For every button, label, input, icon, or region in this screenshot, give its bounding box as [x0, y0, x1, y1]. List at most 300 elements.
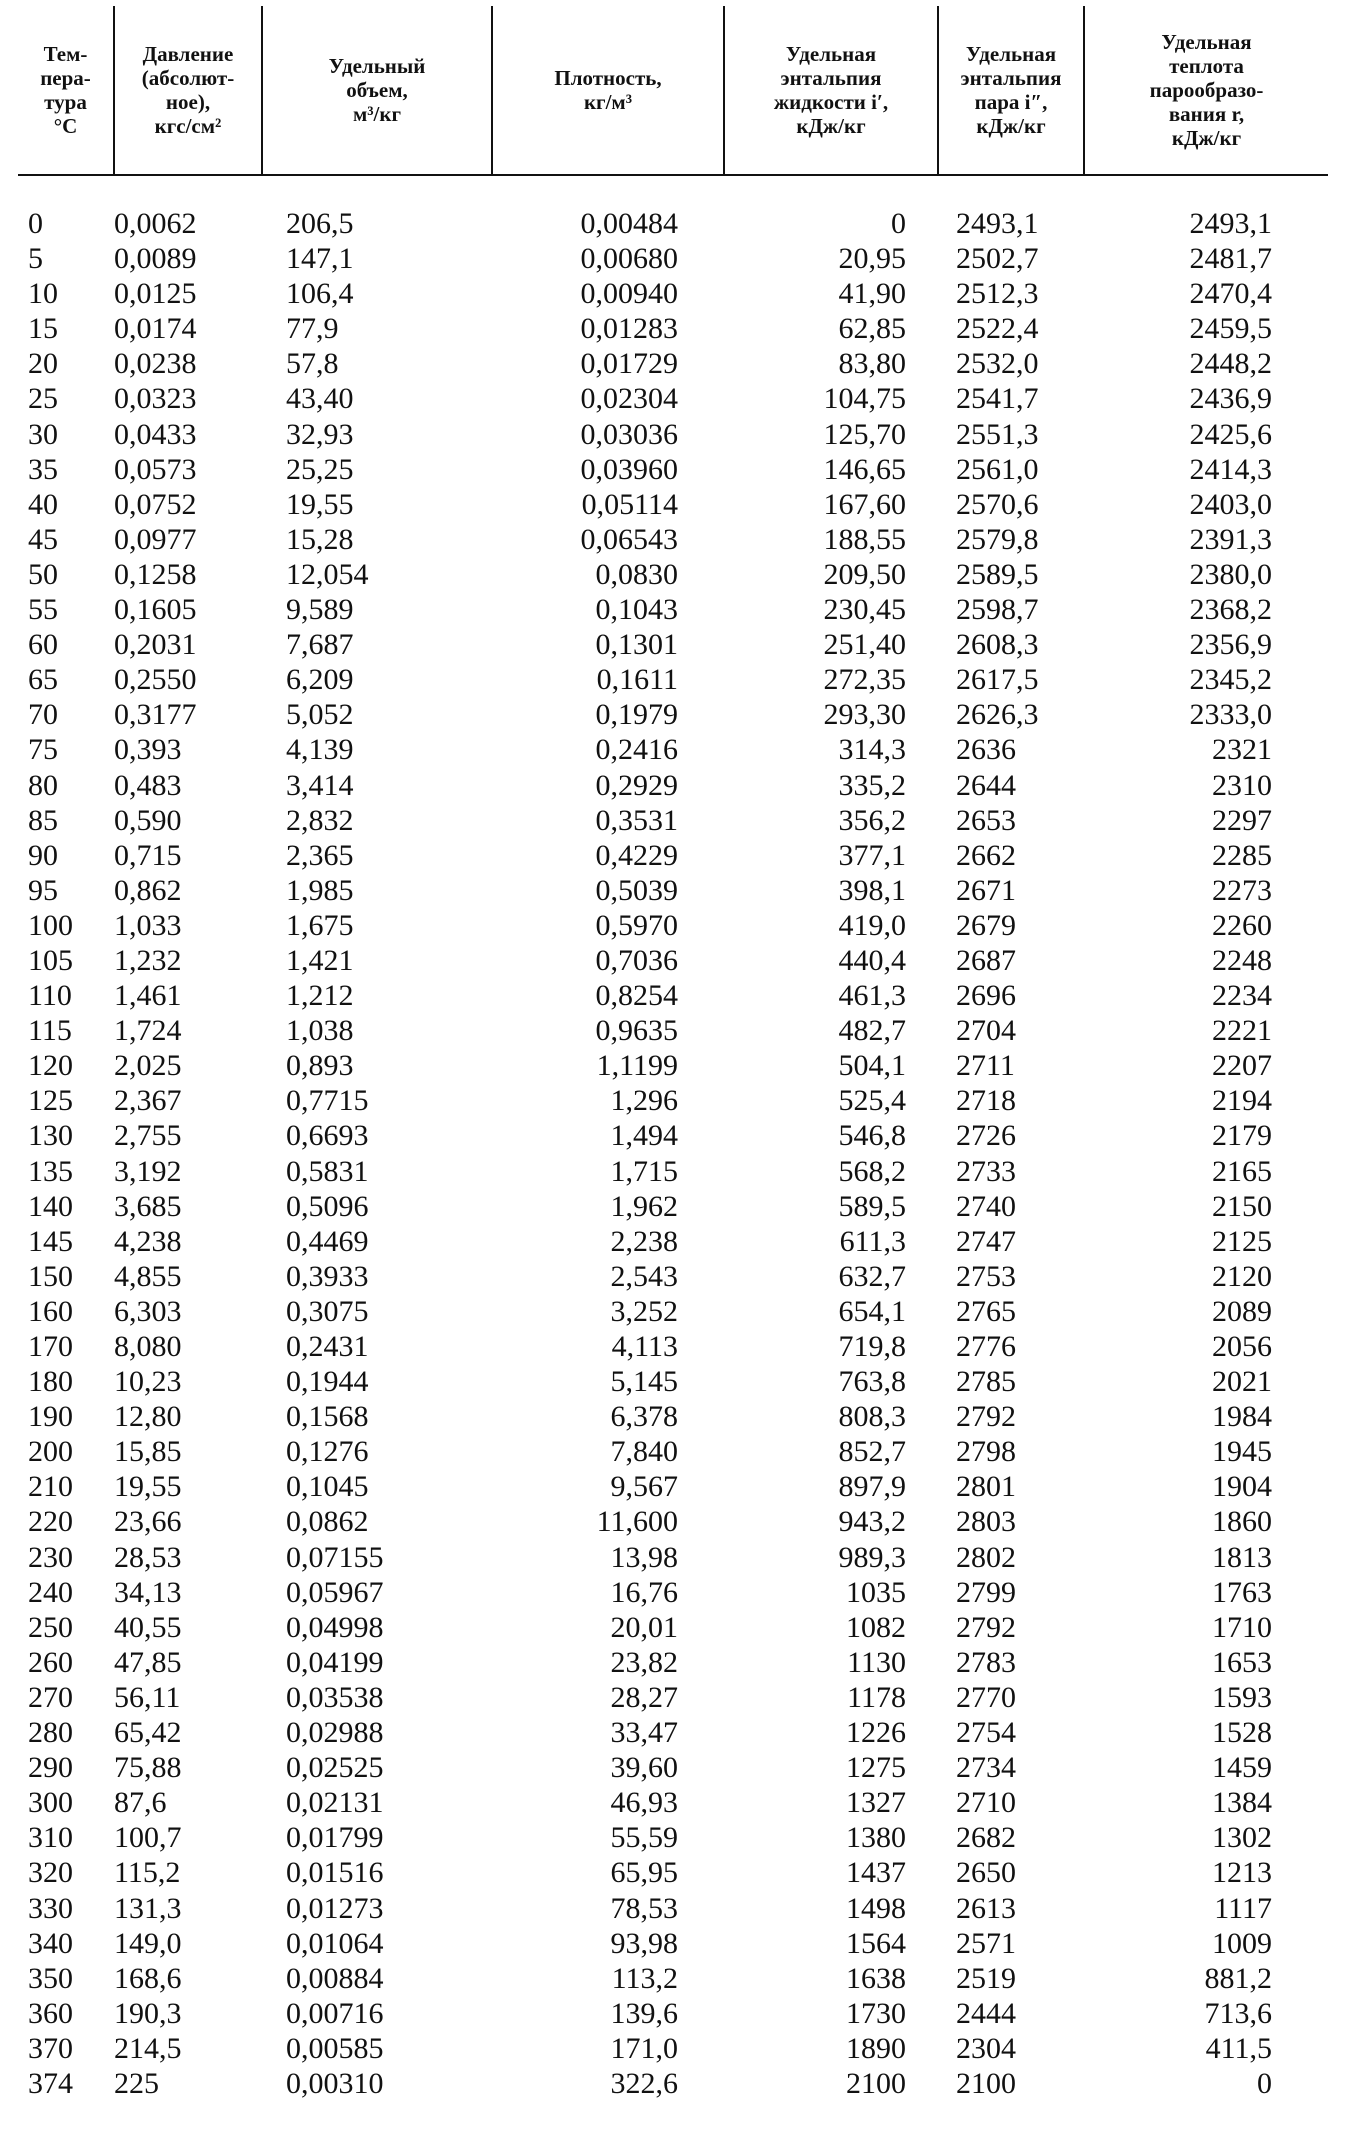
cell-specific-volume: 0,04998: [286, 1610, 384, 1644]
cell-vapor-enthalpy: 2687: [956, 943, 1016, 977]
table-row: [18, 908, 1328, 943]
cell-vapor-enthalpy: 2711: [956, 1049, 1015, 1083]
cell-vapor-enthalpy: 2679: [956, 908, 1016, 942]
cell-temperature: 320: [28, 1856, 73, 1890]
cell-pressure: 131,3: [114, 1891, 182, 1925]
cell-vaporization-heat: 2120: [1212, 1259, 1272, 1293]
cell-vaporization-heat: 2056: [1212, 1330, 1272, 1363]
cell-temperature: 150: [28, 1259, 73, 1293]
cell-temperature: 200: [28, 1435, 73, 1469]
cell-vapor-enthalpy: 2541,7: [956, 382, 1039, 416]
cell-density: 4,113: [611, 1330, 678, 1363]
cell-vapor-enthalpy: 2617,5: [956, 663, 1039, 697]
cell-pressure: 2,025: [114, 1049, 182, 1083]
cell-temperature: 105: [28, 943, 73, 977]
header-line: кгс/см²: [154, 114, 222, 138]
cell-liquid-enthalpy: 41,90: [838, 277, 906, 311]
cell-liquid-enthalpy: 440,4: [838, 943, 906, 977]
table-row: [18, 1891, 1328, 1926]
cell-specific-volume: 0,00310: [286, 2066, 384, 2100]
cell-vapor-enthalpy: 2765: [956, 1294, 1016, 1328]
cell-specific-volume: 1,038: [286, 1014, 354, 1048]
cell-vapor-enthalpy: 2551,3: [956, 417, 1039, 451]
header-line: м³/кг: [352, 102, 402, 126]
cell-temperature: 100: [28, 908, 73, 942]
cell-pressure: 3,685: [114, 1189, 182, 1223]
header-line: °C: [53, 114, 78, 138]
cell-temperature: 130: [28, 1119, 73, 1153]
cell-density: 0,2416: [595, 733, 678, 767]
header-line: пера-: [40, 66, 91, 90]
table-row: [18, 1083, 1328, 1118]
cell-vaporization-heat: 2356,9: [1189, 628, 1272, 662]
table-row: [18, 1610, 1328, 1645]
cell-vapor-enthalpy: 2718: [956, 1084, 1016, 1118]
cell-pressure: 0,0125: [114, 277, 197, 311]
cell-pressure: 0,0573: [114, 452, 197, 486]
cell-pressure: 168,6: [114, 1961, 182, 1995]
cell-pressure: 3,192: [114, 1154, 182, 1188]
cell-vapor-enthalpy: 2561,0: [956, 452, 1039, 486]
table-row: [18, 873, 1328, 908]
cell-liquid-enthalpy: 314,3: [838, 733, 906, 767]
column-header-vapor-enthalpy: [938, 6, 1084, 175]
cell-pressure: 0,715: [114, 838, 182, 872]
table-row: [18, 1294, 1328, 1329]
header-line: Удельная: [965, 42, 1057, 66]
cell-pressure: 6,303: [114, 1294, 182, 1328]
table-row: [18, 175, 1328, 241]
table-row: [18, 2066, 1328, 2101]
cell-temperature: 230: [28, 1540, 73, 1574]
cell-specific-volume: 0,1568: [286, 1400, 369, 1434]
cell-vaporization-heat: 1945: [1212, 1435, 1272, 1469]
table-row: [18, 1329, 1328, 1364]
cell-specific-volume: 0,893: [286, 1049, 354, 1083]
table-row: [18, 522, 1328, 557]
cell-specific-volume: 1,985: [286, 873, 354, 907]
cell-pressure: 0,0238: [114, 347, 197, 381]
cell-specific-volume: 0,1276: [286, 1435, 369, 1469]
cell-vapor-enthalpy: 2522,4: [956, 312, 1039, 346]
cell-density: 46,93: [610, 1786, 678, 1820]
cell-liquid-enthalpy: 546,8: [838, 1119, 906, 1153]
cell-vapor-enthalpy: 2579,8: [956, 522, 1039, 556]
cell-specific-volume: 206,5: [286, 207, 354, 240]
cell-specific-volume: 106,4: [286, 277, 354, 311]
cell-temperature: 300: [28, 1786, 73, 1820]
cell-pressure: 65,42: [114, 1716, 182, 1750]
cell-temperature: 20: [28, 347, 58, 381]
cell-vaporization-heat: 2150: [1212, 1189, 1272, 1223]
cell-temperature: 65: [28, 663, 58, 697]
table-row: [18, 1855, 1328, 1890]
header-line: вания r,: [1168, 102, 1245, 126]
cell-vaporization-heat: 2273: [1212, 873, 1272, 907]
cell-vaporization-heat: 2207: [1212, 1049, 1272, 1083]
cell-specific-volume: 0,01064: [286, 1926, 384, 1960]
cell-specific-volume: 57,8: [286, 347, 339, 381]
cell-vaporization-heat: 2493,1: [1189, 207, 1272, 240]
cell-vapor-enthalpy: 2682: [956, 1821, 1016, 1855]
cell-density: 0,0830: [595, 557, 678, 591]
cell-vaporization-heat: 1213: [1212, 1856, 1272, 1890]
table-row: [18, 487, 1328, 522]
cell-liquid-enthalpy: 482,7: [838, 1014, 906, 1048]
cell-liquid-enthalpy: 62,85: [838, 312, 906, 346]
cell-vapor-enthalpy: 2753: [956, 1259, 1016, 1293]
cell-temperature: 360: [28, 1996, 73, 2030]
cell-pressure: 4,238: [114, 1224, 182, 1258]
cell-vapor-enthalpy: 2802: [956, 1540, 1016, 1574]
cell-liquid-enthalpy: 2100: [846, 2066, 906, 2100]
cell-pressure: 2,367: [114, 1084, 182, 1118]
cell-vaporization-heat: 2194: [1212, 1084, 1272, 1118]
cell-temperature: 10: [28, 277, 58, 311]
cell-specific-volume: 0,6693: [286, 1119, 369, 1153]
table-row: [18, 1118, 1328, 1153]
cell-vapor-enthalpy: 2653: [956, 803, 1016, 837]
header-line: Плотность,: [554, 66, 662, 90]
cell-density: 139,6: [610, 1996, 678, 2030]
cell-vaporization-heat: 2459,5: [1189, 312, 1272, 346]
cell-liquid-enthalpy: 398,1: [838, 873, 906, 907]
cell-vapor-enthalpy: 2783: [956, 1645, 1016, 1679]
cell-pressure: 8,080: [114, 1330, 182, 1363]
cell-vaporization-heat: 1984: [1212, 1400, 1272, 1434]
cell-density: 0,8254: [595, 979, 678, 1013]
cell-temperature: 370: [28, 2031, 73, 2065]
cell-pressure: 15,85: [114, 1435, 182, 1469]
cell-vaporization-heat: 2470,4: [1189, 277, 1272, 311]
header-line: теплота: [1169, 54, 1244, 78]
cell-specific-volume: 32,93: [286, 417, 354, 451]
cell-vaporization-heat: 2345,2: [1189, 663, 1272, 697]
table-row: [18, 1961, 1328, 1996]
cell-vapor-enthalpy: 2493,1: [956, 207, 1039, 240]
cell-specific-volume: 0,5831: [286, 1154, 369, 1188]
cell-vaporization-heat: 1528: [1212, 1716, 1272, 1750]
cell-pressure: 0,590: [114, 803, 182, 837]
cell-vapor-enthalpy: 2304: [956, 2031, 1016, 2065]
cell-temperature: 85: [28, 803, 58, 837]
cell-pressure: 1,033: [114, 908, 182, 942]
table-row: [18, 276, 1328, 311]
cell-liquid-enthalpy: 104,75: [823, 382, 906, 416]
cell-vapor-enthalpy: 2532,0: [956, 347, 1039, 381]
cell-vapor-enthalpy: 2598,7: [956, 593, 1039, 627]
cell-temperature: 5: [28, 242, 43, 276]
header-line: Удельная: [785, 42, 877, 66]
cell-temperature: 70: [28, 698, 58, 732]
cell-specific-volume: 0,02525: [286, 1751, 384, 1785]
cell-vaporization-heat: 2436,9: [1189, 382, 1272, 416]
cell-vaporization-heat: 2089: [1212, 1294, 1272, 1328]
header-line: Тем-: [43, 42, 88, 66]
cell-vapor-enthalpy: 2754: [956, 1716, 1016, 1750]
cell-temperature: 30: [28, 417, 58, 451]
table-row: [18, 346, 1328, 381]
header-line: энтальпия: [780, 66, 882, 90]
cell-vaporization-heat: 1459: [1212, 1751, 1272, 1785]
table-row: [18, 803, 1328, 838]
cell-density: 1,494: [610, 1119, 678, 1153]
header-line: кг/м³: [583, 90, 633, 114]
cell-vaporization-heat: 2403,0: [1189, 487, 1272, 521]
cell-specific-volume: 15,28: [286, 522, 354, 556]
cell-vaporization-heat: 1813: [1212, 1540, 1272, 1574]
cell-liquid-enthalpy: 632,7: [838, 1259, 906, 1293]
cell-specific-volume: 9,589: [286, 593, 354, 627]
header-line: парообразо-: [1149, 78, 1264, 102]
cell-specific-volume: 0,1045: [286, 1470, 369, 1504]
cell-density: 23,82: [610, 1645, 678, 1679]
cell-specific-volume: 0,03538: [286, 1680, 384, 1714]
cell-temperature: 125: [28, 1084, 73, 1118]
cell-specific-volume: 6,209: [286, 663, 354, 697]
cell-liquid-enthalpy: 0: [891, 207, 906, 240]
cell-liquid-enthalpy: 356,2: [838, 803, 906, 837]
cell-density: 0,05114: [581, 487, 678, 521]
cell-pressure: 28,53: [114, 1540, 182, 1574]
cell-specific-volume: 1,421: [286, 943, 354, 977]
cell-vapor-enthalpy: 2512,3: [956, 277, 1039, 311]
cell-pressure: 225: [114, 2066, 159, 2100]
cell-temperature: 240: [28, 1575, 73, 1609]
cell-density: 33,47: [610, 1716, 678, 1750]
cell-specific-volume: 0,02131: [286, 1786, 384, 1820]
table-row: [18, 1154, 1328, 1189]
cell-density: 78,53: [610, 1891, 678, 1925]
cell-specific-volume: 0,5096: [286, 1189, 369, 1223]
table-row: [18, 1224, 1328, 1259]
cell-liquid-enthalpy: 808,3: [838, 1400, 906, 1434]
column-header-pressure: [114, 6, 262, 175]
cell-vaporization-heat: 2425,6: [1189, 417, 1272, 451]
cell-density: 0,00484: [580, 207, 678, 240]
cell-vapor-enthalpy: 2626,3: [956, 698, 1039, 732]
cell-temperature: 55: [28, 593, 58, 627]
cell-liquid-enthalpy: 1226: [846, 1716, 906, 1750]
cell-vaporization-heat: 2248: [1212, 943, 1272, 977]
cell-vapor-enthalpy: 2803: [956, 1505, 1016, 1539]
cell-density: 9,567: [610, 1470, 678, 1504]
cell-vaporization-heat: 2297: [1212, 803, 1272, 837]
table-row: [18, 1434, 1328, 1469]
cell-liquid-enthalpy: 1035: [846, 1575, 906, 1609]
table-row: [18, 1820, 1328, 1855]
cell-pressure: 0,0089: [114, 242, 197, 276]
cell-pressure: 0,3177: [114, 698, 197, 732]
cell-temperature: 250: [28, 1610, 73, 1644]
cell-density: 6,378: [610, 1400, 678, 1434]
cell-temperature: 280: [28, 1716, 73, 1750]
cell-density: 0,1301: [595, 628, 678, 662]
cell-specific-volume: 19,55: [286, 487, 354, 521]
cell-vapor-enthalpy: 2734: [956, 1751, 1016, 1785]
cell-vaporization-heat: 2481,7: [1189, 242, 1272, 276]
table-row: [18, 1399, 1328, 1434]
cell-specific-volume: 0,02988: [286, 1716, 384, 1750]
cell-specific-volume: 25,25: [286, 452, 354, 486]
cell-liquid-enthalpy: 293,30: [823, 698, 906, 732]
cell-density: 65,95: [610, 1856, 678, 1890]
cell-vapor-enthalpy: 2792: [956, 1610, 1016, 1644]
cell-specific-volume: 5,052: [286, 698, 354, 732]
table-row: [18, 311, 1328, 346]
table-row: [18, 241, 1328, 276]
cell-vaporization-heat: 881,2: [1204, 1961, 1272, 1995]
cell-density: 55,59: [610, 1821, 678, 1855]
cell-density: 0,5970: [595, 908, 678, 942]
cell-pressure: 0,2550: [114, 663, 197, 697]
cell-density: 1,1199: [596, 1049, 678, 1083]
cell-liquid-enthalpy: 504,1: [838, 1049, 906, 1083]
cell-pressure: 0,2031: [114, 628, 197, 662]
column-header-temperature: [18, 6, 114, 175]
cell-liquid-enthalpy: 209,50: [823, 557, 906, 591]
cell-liquid-enthalpy: 1275: [846, 1751, 906, 1785]
cell-vaporization-heat: 2021: [1212, 1365, 1272, 1399]
table-row: [18, 592, 1328, 627]
cell-pressure: 0,0433: [114, 417, 197, 451]
cell-liquid-enthalpy: 230,45: [823, 593, 906, 627]
cell-density: 28,27: [610, 1680, 678, 1714]
cell-temperature: 40: [28, 487, 58, 521]
cell-liquid-enthalpy: 989,3: [838, 1540, 906, 1574]
cell-specific-volume: 43,40: [286, 382, 354, 416]
cell-temperature: 160: [28, 1294, 73, 1328]
table-row: [18, 732, 1328, 767]
cell-temperature: 330: [28, 1891, 73, 1925]
cell-vapor-enthalpy: 2770: [956, 1680, 1016, 1714]
cell-pressure: 47,85: [114, 1645, 182, 1679]
cell-specific-volume: 0,3933: [286, 1259, 369, 1293]
table-row: [18, 768, 1328, 803]
cell-density: 0,2929: [595, 768, 678, 802]
cell-vapor-enthalpy: 2650: [956, 1856, 1016, 1890]
cell-pressure: 12,80: [114, 1400, 182, 1434]
cell-pressure: 1,724: [114, 1014, 182, 1048]
cell-vaporization-heat: 2321: [1212, 733, 1272, 767]
cell-density: 0,00940: [580, 277, 678, 311]
cell-liquid-enthalpy: 461,3: [838, 979, 906, 1013]
cell-liquid-enthalpy: 1730: [846, 1996, 906, 2030]
cell-pressure: 56,11: [114, 1680, 181, 1714]
table-row: [18, 452, 1328, 487]
cell-temperature: 210: [28, 1470, 73, 1504]
cell-temperature: 170: [28, 1330, 73, 1363]
cell-liquid-enthalpy: 589,5: [838, 1189, 906, 1223]
cell-specific-volume: 0,3075: [286, 1294, 369, 1328]
cell-temperature: 45: [28, 522, 58, 556]
cell-specific-volume: 0,00716: [286, 1996, 384, 2030]
table-row: [18, 838, 1328, 873]
cell-liquid-enthalpy: 272,35: [823, 663, 906, 697]
cell-temperature: 115: [28, 1014, 72, 1048]
cell-pressure: 1,232: [114, 943, 182, 977]
cell-temperature: 270: [28, 1680, 73, 1714]
cell-vaporization-heat: 1384: [1212, 1786, 1272, 1820]
cell-specific-volume: 0,01516: [286, 1856, 384, 1890]
cell-temperature: 350: [28, 1961, 73, 1995]
cell-pressure: 214,5: [114, 2031, 182, 2065]
cell-density: 171,0: [610, 2031, 678, 2065]
cell-pressure: 190,3: [114, 1996, 182, 2030]
cell-temperature: 374: [28, 2066, 73, 2100]
cell-vaporization-heat: 2285: [1212, 838, 1272, 872]
cell-vaporization-heat: 2165: [1212, 1154, 1272, 1188]
cell-specific-volume: 0,04199: [286, 1645, 384, 1679]
cell-vaporization-heat: 2391,3: [1189, 522, 1272, 556]
cell-density: 13,98: [610, 1540, 678, 1574]
cell-liquid-enthalpy: 1437: [846, 1856, 906, 1890]
cell-temperature: 90: [28, 838, 58, 872]
cell-vaporization-heat: 1653: [1212, 1645, 1272, 1679]
cell-density: 2,238: [610, 1224, 678, 1258]
cell-vapor-enthalpy: 2696: [956, 979, 1016, 1013]
table-row: [18, 1013, 1328, 1048]
cell-vaporization-heat: 411,5: [1205, 2031, 1272, 2065]
header-line: жидкости i′,: [773, 90, 889, 114]
cell-pressure: 40,55: [114, 1610, 182, 1644]
cell-liquid-enthalpy: 1498: [846, 1891, 906, 1925]
cell-temperature: 95: [28, 873, 58, 907]
cell-vaporization-heat: 1117: [1214, 1891, 1272, 1925]
header-line: кДж/кг: [796, 114, 866, 138]
table-row: [18, 1469, 1328, 1504]
cell-vapor-enthalpy: 2608,3: [956, 628, 1039, 662]
cell-vaporization-heat: 2221: [1212, 1014, 1272, 1048]
cell-specific-volume: 2,365: [286, 838, 354, 872]
table-row: [18, 662, 1328, 697]
cell-liquid-enthalpy: 419,0: [838, 908, 906, 942]
cell-liquid-enthalpy: 1082: [846, 1610, 906, 1644]
table-body: [18, 175, 1328, 2101]
cell-pressure: 0,0977: [114, 522, 197, 556]
cell-temperature: 110: [28, 979, 72, 1013]
cell-liquid-enthalpy: 83,80: [838, 347, 906, 381]
cell-specific-volume: 1,675: [286, 908, 354, 942]
cell-specific-volume: 77,9: [286, 312, 339, 346]
table-row: [18, 627, 1328, 662]
cell-temperature: 140: [28, 1189, 73, 1223]
cell-pressure: 75,88: [114, 1751, 182, 1785]
cell-density: 2,543: [610, 1259, 678, 1293]
cell-temperature: 75: [28, 733, 58, 767]
cell-liquid-enthalpy: 1178: [847, 1680, 906, 1714]
table-row: [18, 943, 1328, 978]
cell-vaporization-heat: 2179: [1212, 1119, 1272, 1153]
cell-vapor-enthalpy: 2644: [956, 768, 1016, 802]
cell-vaporization-heat: 2448,2: [1189, 347, 1272, 381]
cell-temperature: 310: [28, 1821, 73, 1855]
cell-density: 1,962: [610, 1189, 678, 1223]
cell-density: 1,296: [610, 1084, 678, 1118]
cell-vapor-enthalpy: 2733: [956, 1154, 1016, 1188]
cell-temperature: 50: [28, 557, 58, 591]
cell-specific-volume: 1,212: [286, 979, 354, 1013]
table-row: [18, 1259, 1328, 1294]
cell-vaporization-heat: 2380,0: [1189, 557, 1272, 591]
cell-vaporization-heat: 2260: [1212, 908, 1272, 942]
header-line: (абсолют-: [141, 66, 235, 90]
cell-specific-volume: 0,1944: [286, 1365, 369, 1399]
cell-pressure: 10,23: [114, 1365, 182, 1399]
cell-specific-volume: 0,01799: [286, 1821, 384, 1855]
table-row: [18, 1504, 1328, 1539]
cell-liquid-enthalpy: 568,2: [838, 1154, 906, 1188]
